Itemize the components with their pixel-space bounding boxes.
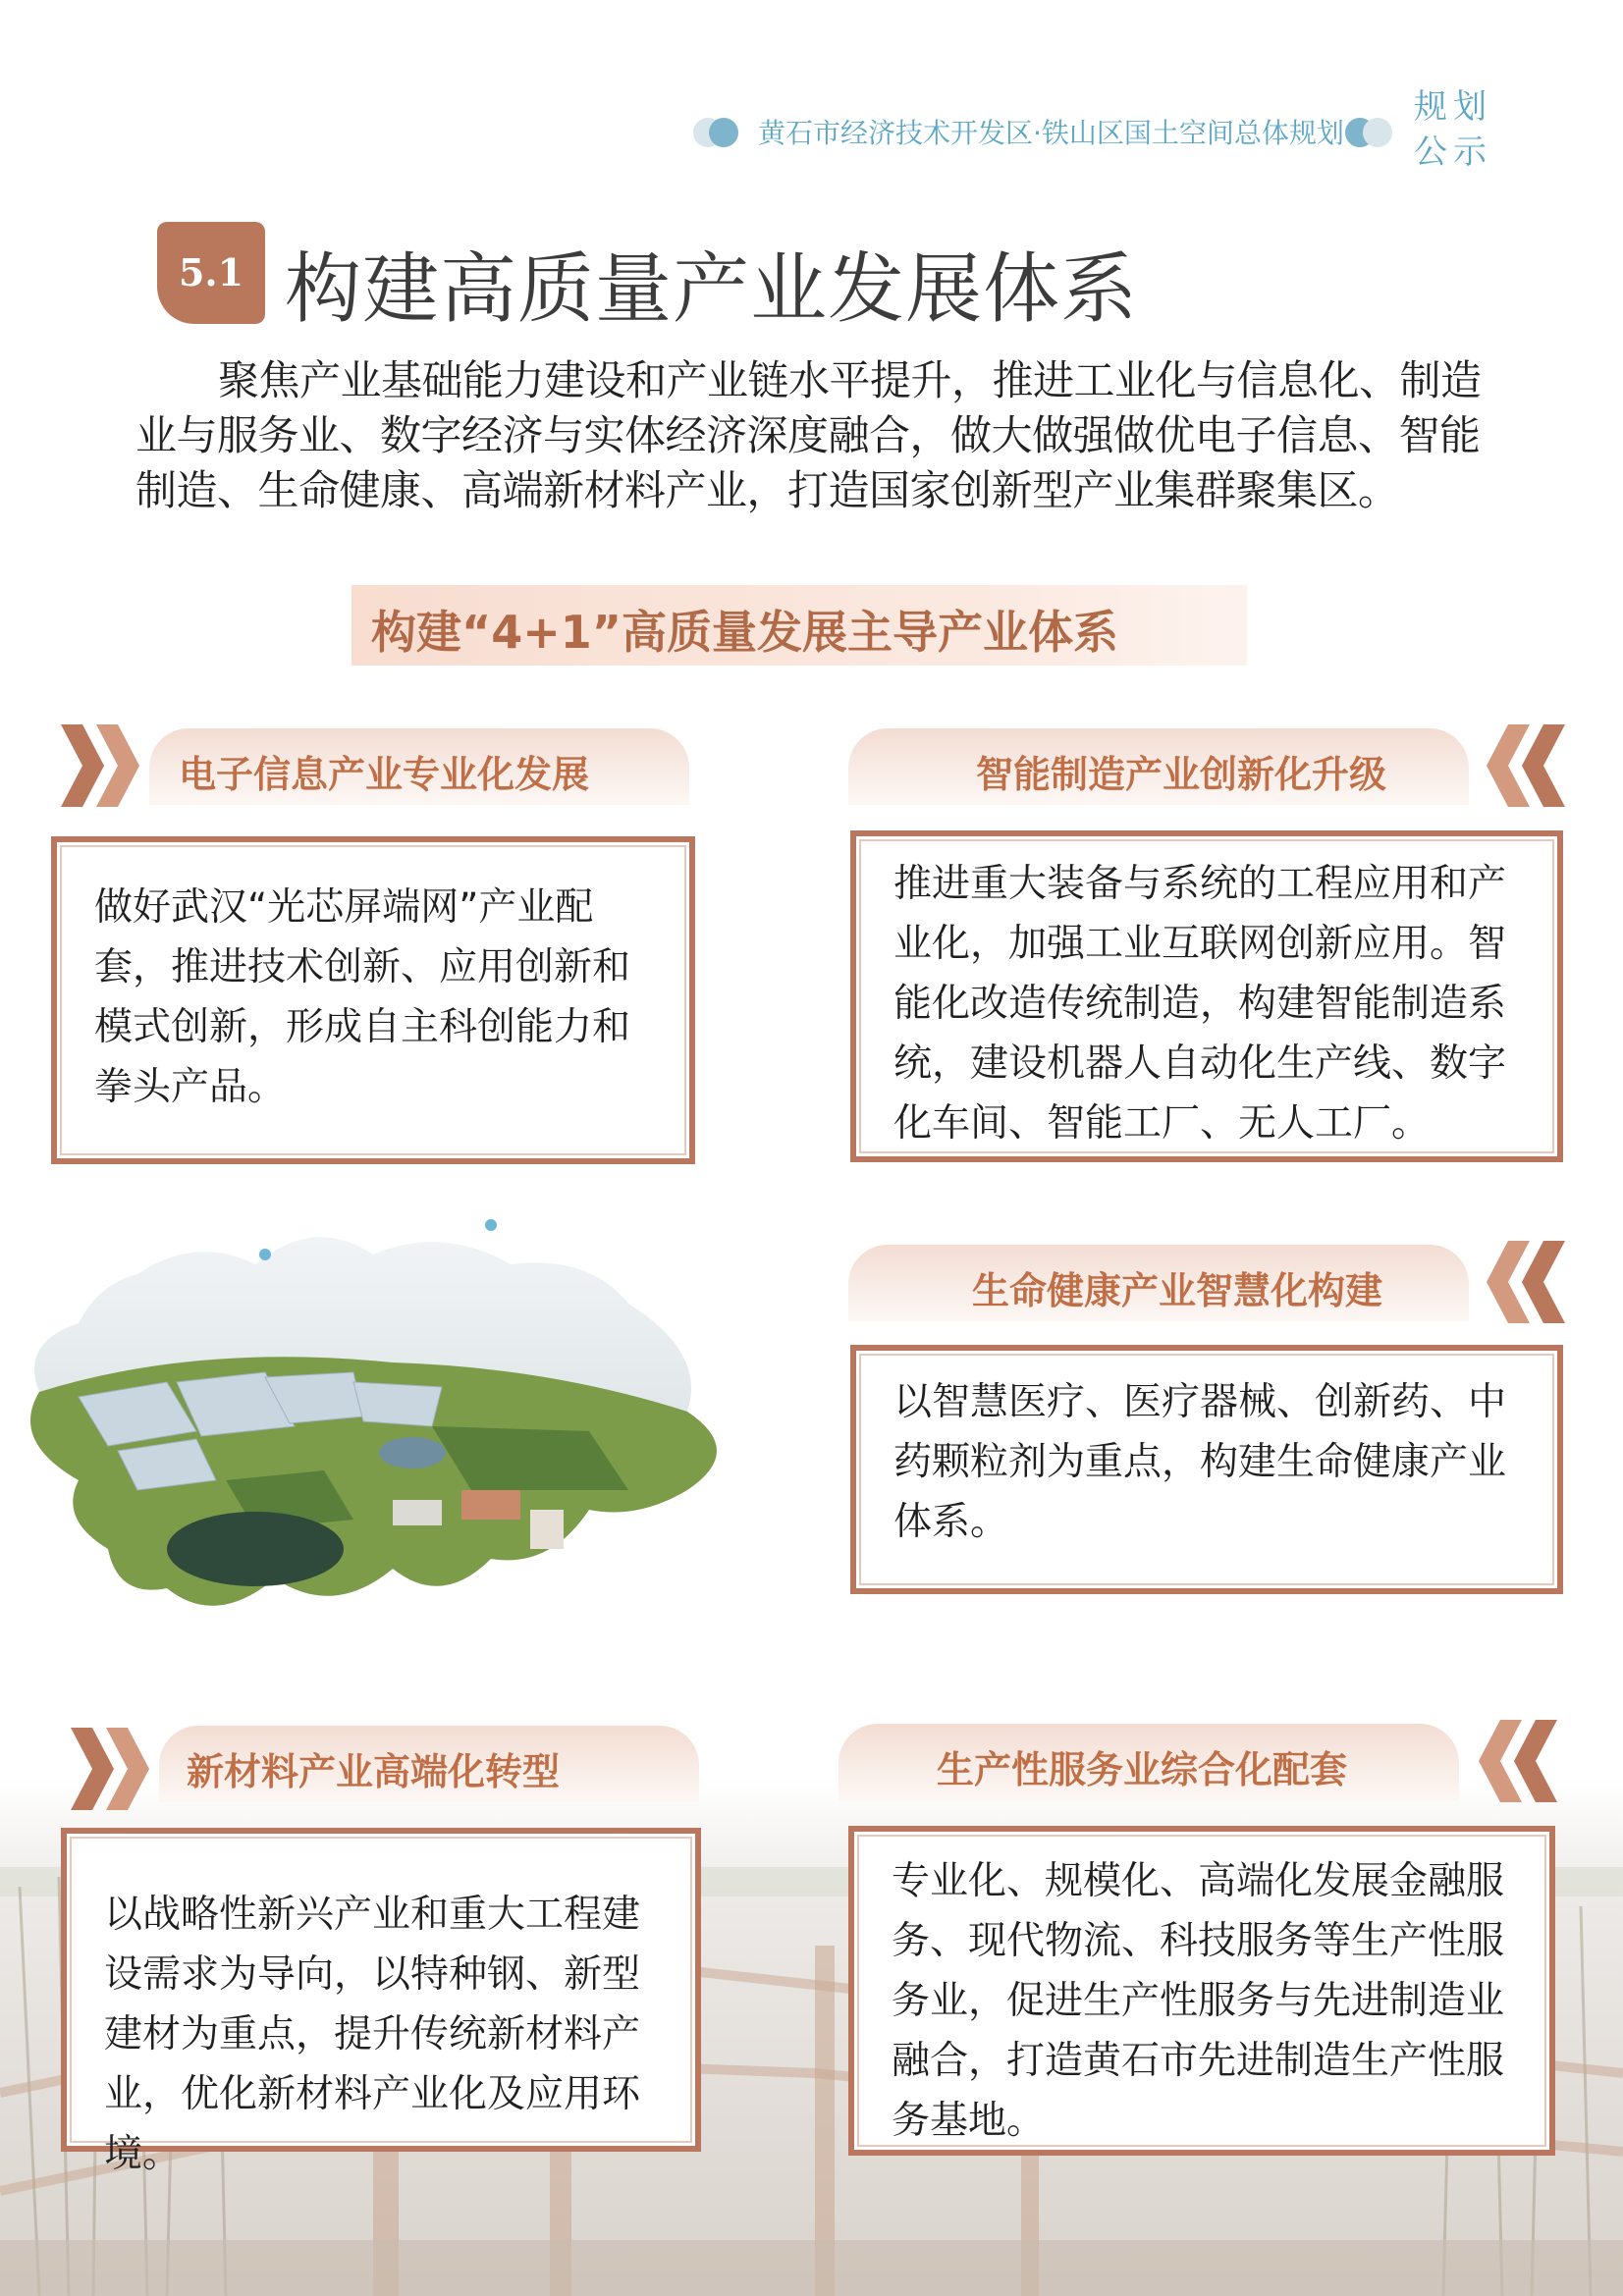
section-intro [135, 353, 1490, 518]
card-heading-text: 电子信息产业专业化发展 [179, 753, 590, 796]
chevron-left-icon [1481, 724, 1569, 807]
card-heading-electronics [149, 728, 689, 805]
card-heading-materials [159, 1726, 699, 1802]
section-title: 构建高质量产业发展体系 [285, 245, 1139, 334]
chevron-right-icon [67, 1728, 155, 1810]
card-body-services [848, 1826, 1555, 2156]
decor-dot-icon [709, 118, 738, 147]
card-text: 以战略性新兴产业和重大工程建设需求为导向，以特种钢、新型建材为重点，提升传统新材料产业，优化新材料产业化及应用环境。 [104, 1893, 641, 2176]
banner-title: 构建“4+1”高质量发展主导产业体系 [371, 606, 1119, 659]
card-heading-text: 新材料产业高端化转型 [187, 1750, 561, 1793]
chevron-left-icon [1473, 1720, 1561, 1802]
card-text: 做好武汉“光芯屏端网”产业配套，推进技术创新、应用创新和模式创新，形成自主科创能力和拳头产品。 [94, 885, 631, 1109]
card-heading-text: 智能制造产业创新化升级 [976, 753, 1387, 796]
card-text: 专业化、规模化、高端化发展金融服务、现代物流、科技服务等生产性服务业，促进生产性服务与先进制造业融合，打造黄石市先进制造生产性服务基地。 [892, 1859, 1505, 2143]
header-tag-line: 规划 [1414, 87, 1492, 127]
card-body-electronics [51, 836, 695, 1164]
card-body-manufacturing [850, 830, 1563, 1162]
subsection-banner [352, 585, 1247, 666]
header-tag [1414, 84, 1492, 175]
chevron-right-icon [57, 724, 145, 807]
section-number-badge: 5.1 [157, 222, 265, 324]
header-tag-line: 公示 [1414, 133, 1492, 172]
card-heading-health [848, 1245, 1469, 1321]
card-text: 以智慧医疗、医疗器械、创新药、中药颗粒剂为重点，构建生命健康产业体系。 [893, 1380, 1507, 1544]
aerial-landscape-image [0, 1196, 756, 1647]
card-heading-manufacturing [848, 728, 1469, 805]
card-body-materials [61, 1828, 701, 2176]
intro-paragraph: 聚焦产业基础能力建设和产业链水平提升，推进工业化与信息化、制造业与服务业、数字经济与实体经济深度融合，做大做强做优电子信息、智能制造、生命健康、高端新材料产业，打造国家创新型产业集群聚集区。 [135, 356, 1482, 514]
card-heading-text: 生命健康产业智慧化构建 [972, 1269, 1383, 1312]
page-header [687, 87, 1571, 185]
decor-dot-icon [1363, 118, 1392, 147]
card-heading-text: 生产性服务业综合化配套 [937, 1748, 1348, 1791]
card-body-health [850, 1345, 1563, 1594]
card-heading-services [839, 1724, 1459, 1800]
header-title: 黄石市经济技术开发区·铁山区国土空间总体规划 [758, 117, 1344, 149]
chevron-left-icon [1481, 1241, 1569, 1323]
card-text: 推进重大装备与系统的工程应用和产业化，加强工业互联网创新应用。智能化改造传统制造，构建智能制造系统，建设机器人自动化生产线、数字化车间、智能工厂、无人工厂。 [893, 862, 1507, 1146]
